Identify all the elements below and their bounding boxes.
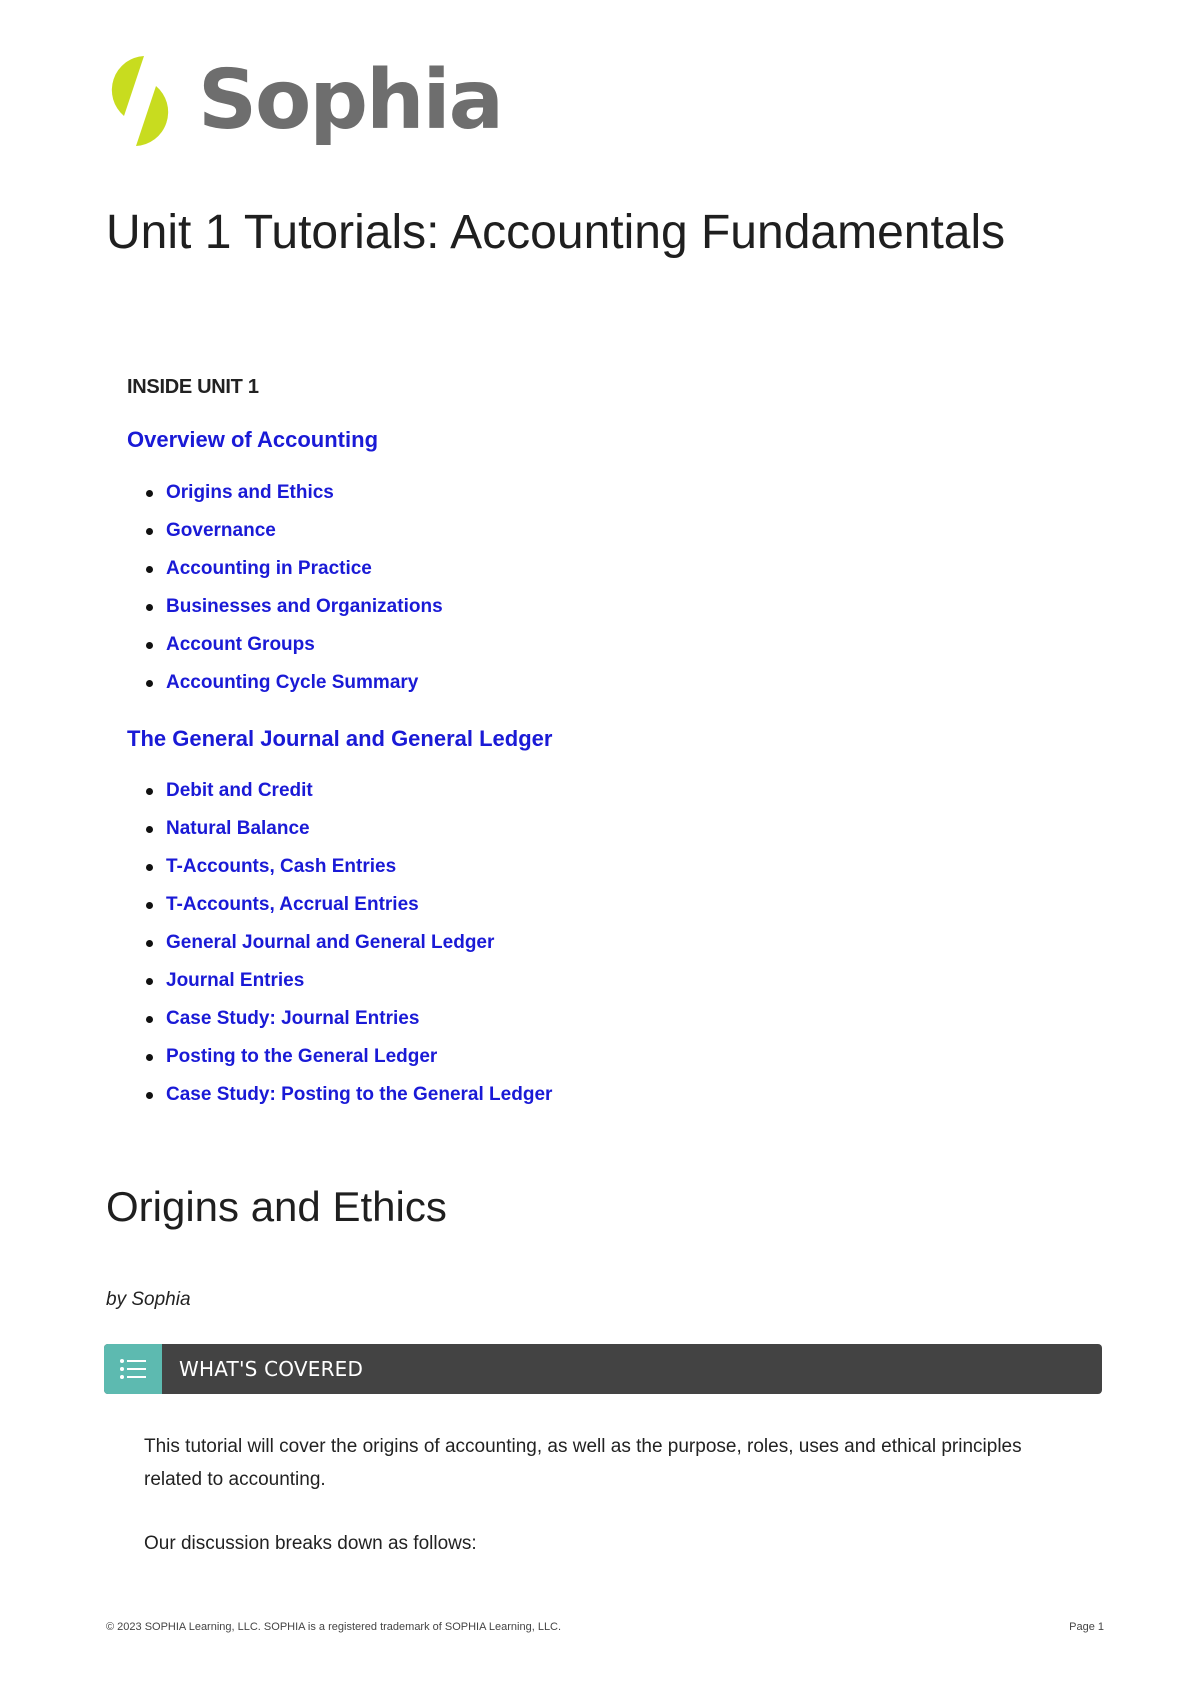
page-title: Unit 1 Tutorials: Accounting Fundamentals: [106, 206, 1006, 259]
toc-link[interactable]: Origins and Ethics: [166, 482, 334, 503]
toc-link[interactable]: Natural Balance: [166, 818, 310, 839]
sophia-logo-text: Sophia: [198, 53, 502, 148]
sophia-logo: [104, 54, 502, 148]
toc-link[interactable]: Businesses and Organizations: [166, 596, 443, 617]
toc-link[interactable]: Debit and Credit: [166, 780, 313, 801]
sophia-logo-mark-icon: [104, 54, 176, 148]
toc-link[interactable]: Governance: [166, 520, 276, 541]
toc-link[interactable]: Accounting in Practice: [166, 558, 372, 579]
list-item[interactable]: [146, 962, 552, 1000]
toc-list-overview: [146, 474, 443, 702]
list-item[interactable]: [146, 550, 443, 588]
list-item[interactable]: [146, 512, 443, 550]
list-item[interactable]: [146, 474, 443, 512]
toc-link[interactable]: Journal Entries: [166, 970, 305, 991]
lesson-title: Origins and Ethics: [106, 1183, 447, 1230]
toc-link[interactable]: General Journal and General Ledger: [166, 932, 495, 953]
whats-covered-banner: [104, 1344, 1102, 1394]
toc-link[interactable]: Posting to the General Ledger: [166, 1046, 438, 1067]
list-item[interactable]: [146, 1076, 552, 1114]
discussion-paragraph: Our discussion breaks down as follows:: [144, 1533, 477, 1554]
toc-link[interactable]: Case Study: Journal Entries: [166, 1008, 420, 1029]
list-item[interactable]: [146, 588, 443, 626]
list-icon: [104, 1344, 162, 1394]
list-item[interactable]: [146, 664, 443, 702]
list-item[interactable]: [146, 1038, 552, 1076]
list-item[interactable]: [146, 772, 552, 810]
footer-page-number: Page 1: [1069, 1621, 1104, 1633]
toc-link[interactable]: T-Accounts, Cash Entries: [166, 856, 397, 877]
toc-link[interactable]: Account Groups: [166, 634, 315, 655]
whats-covered-label: WHAT'S COVERED: [179, 1357, 364, 1381]
section-link-general-journal-ledger[interactable]: The General Journal and General Ledger: [127, 726, 553, 751]
intro-paragraph: This tutorial will cover the origins of accounting, as well as the purpose, roles, uses and ethical principles related to accounting.: [144, 1436, 1022, 1490]
list-item[interactable]: [146, 626, 443, 664]
toc-link[interactable]: Case Study: Posting to the General Ledger: [166, 1084, 553, 1105]
author-byline: by Sophia: [106, 1289, 191, 1310]
section-link-overview-of-accounting[interactable]: Overview of Accounting: [127, 427, 379, 452]
list-item[interactable]: [146, 848, 552, 886]
toc-list-journal-ledger: [146, 772, 552, 1114]
footer-copyright: © 2023 SOPHIA Learning, LLC. SOPHIA is a registered trademark of SOPHIA Learning, LLC.: [106, 1621, 562, 1633]
inside-unit-label: INSIDE UNIT 1: [127, 376, 259, 398]
toc-link[interactable]: Accounting Cycle Summary: [166, 672, 419, 693]
toc-link[interactable]: T-Accounts, Accrual Entries: [166, 894, 419, 915]
list-item[interactable]: [146, 810, 552, 848]
list-item[interactable]: [146, 1000, 552, 1038]
list-item[interactable]: [146, 886, 552, 924]
list-item[interactable]: [146, 924, 552, 962]
